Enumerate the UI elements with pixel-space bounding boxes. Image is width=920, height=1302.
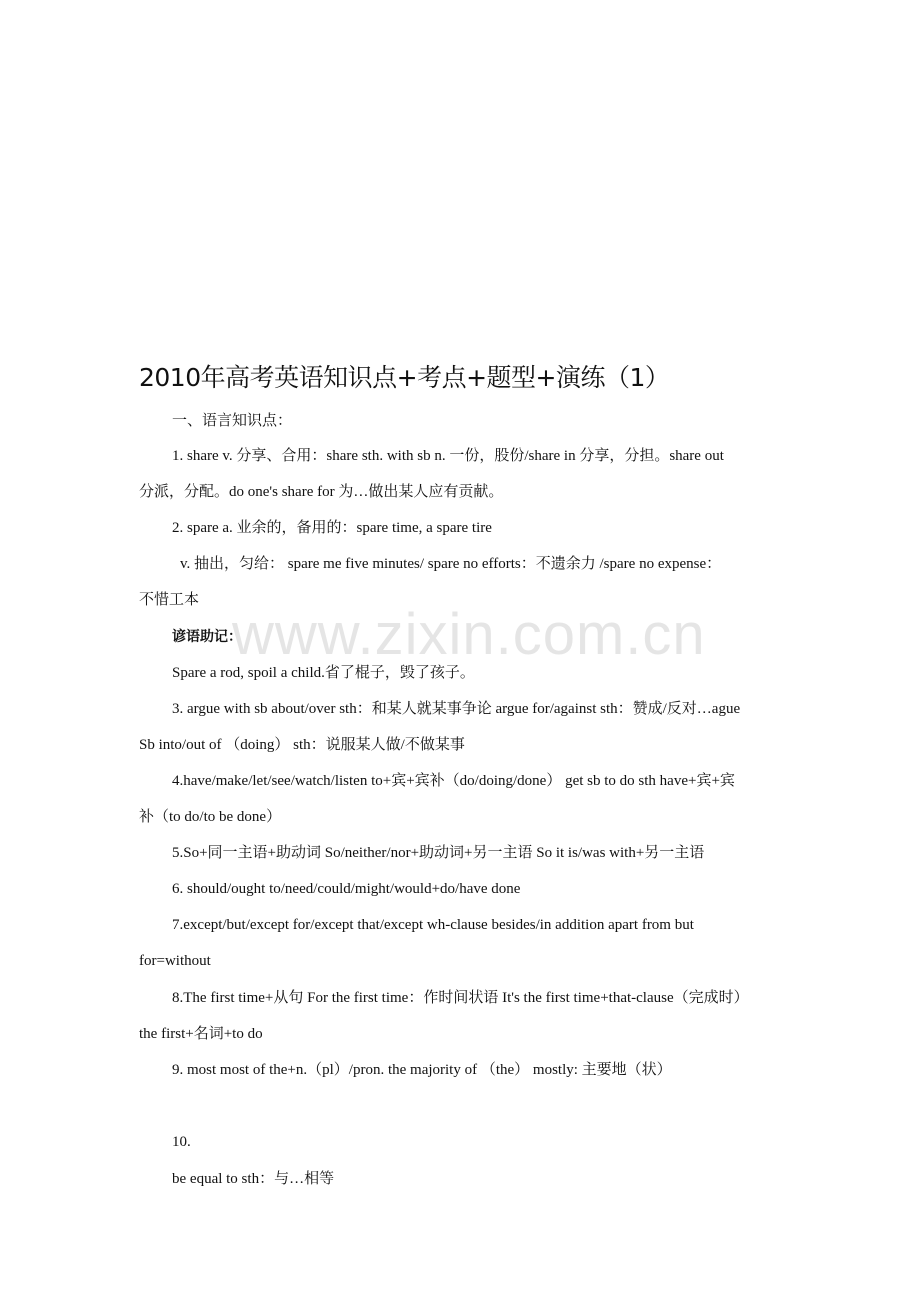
item-1-line-1: 1. share v. 分享、合用：share sth. with sb n. 一份，股份/share in 分享，分担。share out [172, 448, 724, 464]
watermark: www.zixin.com.cn [232, 602, 706, 667]
item-10-number: 10. [172, 1134, 191, 1150]
item-3-line-1: 3. argue with sb about/over sth：和某人就某事争论 argue for/against sth：赞成/反对…ague [172, 701, 741, 717]
item-7-line-2: for=without [139, 953, 211, 969]
item-2-line-2: v. 抽出，匀给： spare me five minutes/ spare no efforts：不遗余力 /spare no expense： [180, 556, 722, 572]
item-4-line-1: 4.have/make/let/see/watch/listen to+宾+宾补（do/doing/done） get sb to do sth have+宾+宾 [172, 773, 735, 789]
item-3-line-2: Sb into/out of （doing） sth：说服某人做/不做某事 [139, 737, 465, 753]
section-heading: 一、语言知识点： [172, 413, 293, 429]
item-9: 9. most most of the+n.（pl）/pron. the majority of （the） mostly: 主要地（状） [172, 1062, 672, 1078]
proverb-text: Spare a rod, spoil a child.省了棍子，毁了孩子。 [172, 665, 475, 681]
item-7-line-1: 7.except/but/except for/except that/except wh-clause besides/in addition apart from but [172, 917, 694, 933]
item-4-line-2: 补（to do/to be done） [139, 809, 282, 825]
item-1-line-2: 分派，分配。do one's share for 为…做出某人应有贡献。 [139, 484, 504, 500]
document-title: 2010年高考英语知识点+考点+题型+演练（1） [139, 363, 670, 392]
item-8-line-1: 8.The first time+从句 For the first time：作时间状语 It's the first time+that-clause（完成时） [172, 990, 749, 1006]
item-2-line-1: 2. spare a. 业余的，备用的：spare time, a spare tire [172, 520, 492, 536]
item-10-text: be equal to sth：与…相等 [172, 1171, 335, 1187]
item-6: 6. should/ought to/need/could/might/would+do/have done [172, 881, 521, 897]
proverb-heading: 谚语助记： [172, 629, 242, 645]
item-2-line-3: 不惜工本 [139, 592, 200, 608]
item-5: 5.So+同一主语+助动词 So/neither/nor+助动词+另一主语 So it is/was with+另一主语 [172, 845, 705, 861]
item-8-line-2: the first+名词+to do [139, 1026, 263, 1042]
